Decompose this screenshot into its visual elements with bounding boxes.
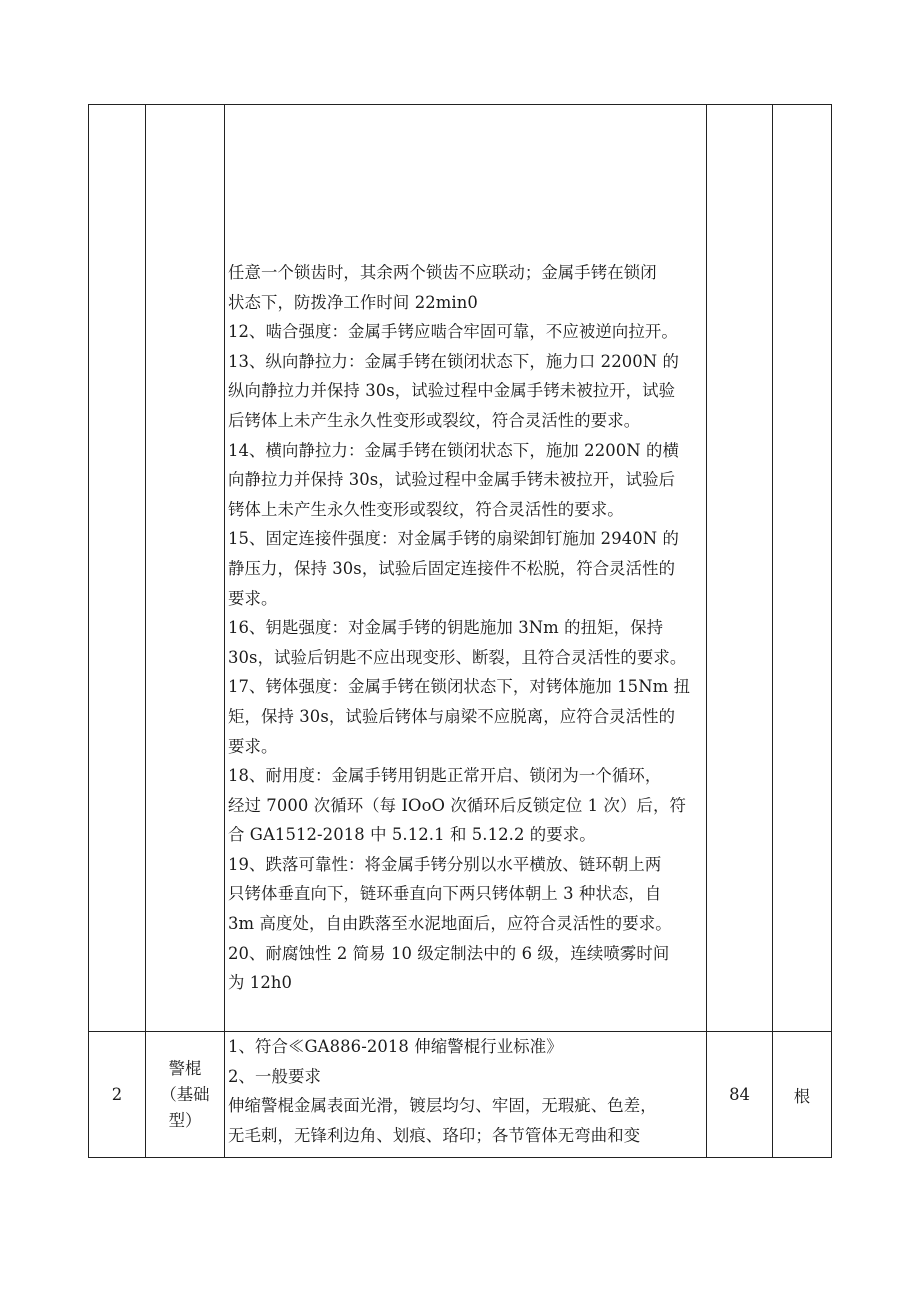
spec-text — [225, 1032, 706, 1150]
spec-line: 无毛刺，无锋利边角、划痕、珞印；各节管体无弯曲和变 — [228, 1125, 641, 1145]
spec-text — [225, 105, 706, 998]
quantity-cell: 84 — [707, 1032, 773, 1158]
table-row-continued — [89, 105, 832, 1032]
spec-line: 要求。 — [228, 588, 278, 608]
spec-table — [88, 104, 832, 1158]
spec-line: 3m 高度处，自由跌落至水泥地面后，应符合灵活性的要求。 — [228, 914, 672, 934]
spec-line: 15、固定连接件强度：对金属手铐的扇梁卸钉施加 2940N 的 — [228, 529, 680, 549]
spec-line: 向静拉力并保持 30s，试验过程中金属手铐未被拉开，试验后 — [228, 470, 676, 490]
spec-line: 静压力，保持 30s，试验后固定连接件不松脱，符合灵活性的 — [228, 558, 676, 578]
spec-line: 2、一般要求 — [228, 1066, 321, 1086]
name-line: 型） — [168, 1110, 202, 1130]
spec-line: 30s，试验后钥匙不应出现变形、断裂，且符合灵活性的要求。 — [228, 647, 687, 667]
spec-line: 铐体上未产生永久性变形或裂纹，符合灵活性的要求。 — [228, 499, 624, 519]
spec-cell — [225, 1032, 707, 1158]
index-cell: 2 — [89, 1032, 146, 1158]
spec-line: 经过 7000 次循环（每 IOoO 次循环后反锁定位 1 次）后，符 — [228, 795, 686, 815]
spec-line: 13、纵向静拉力：金属手铐在锁闭状态下，施力口 2200N 的 — [228, 351, 680, 371]
spec-line: 后铐体上未产生永久性变形或裂纹，符合灵活性的要求。 — [228, 410, 641, 430]
spec-cell — [225, 105, 707, 1032]
spec-line: 1、符合≪GA886-2018 伸缩警棍行业标准》 — [228, 1037, 563, 1056]
spec-line: 20、耐腐蚀性 2 简易 10 级定制法中的 6 级，连续喷雾时间 — [228, 943, 670, 963]
spec-line: 为 12h0 — [228, 973, 293, 993]
spec-line: 19、跌落可靠性：将金属手铐分别以水平横放、链环朝上两 — [228, 854, 662, 874]
spec-line: 只铐体垂直向下，链环垂直向下两只铐体朝上 3 种状态，自 — [228, 884, 662, 904]
spec-line: 12、啮合强度：金属手铐应啮合牢固可靠，不应被逆向拉开。 — [228, 322, 678, 342]
spec-line: 状态下，防拨净工作时间 22min0 — [228, 292, 478, 312]
spec-line: 纵向静拉力并保持 30s，试验过程中金属手铐未被拉开，试验 — [228, 381, 676, 401]
unit-cell — [773, 105, 832, 1032]
quantity-cell — [707, 105, 773, 1032]
name-cell — [146, 1032, 225, 1158]
spec-line: 14、横向静拉力：金属手铐在锁闭状态下，施加 2200N 的横 — [228, 440, 680, 460]
spec-line: 伸缩警棍金属表面光滑，镀层均匀、牢固，无瑕疵、色差， — [228, 1096, 657, 1116]
spec-line: 要求。 — [228, 736, 278, 756]
name-line: 警棍 — [168, 1058, 202, 1078]
table-row-item-2 — [89, 1032, 832, 1158]
name-line: （基础 — [160, 1084, 210, 1104]
spec-line: 18、耐用度：金属手铐用钥匙正常开启、锁闭为一个循环， — [228, 766, 662, 786]
spec-line: 矩，保持 30s，试验后铐体与扇梁不应脱离，应符合灵活性的 — [228, 706, 676, 726]
name-cell — [146, 105, 225, 1032]
spec-line: 合 GA1512-2018 中 5.12.1 和 5.12.2 的要求。 — [228, 825, 596, 845]
spec-line: 16、钥匙强度：对金属手铐的钥匙施加 3Nm 的扭矩，保持 — [228, 618, 664, 638]
spec-line: 17、铐体强度：金属手铐在锁闭状态下，对铐体施加 15Nm 扭 — [228, 677, 691, 697]
index-cell — [89, 105, 146, 1032]
unit-cell: 根 — [773, 1032, 832, 1158]
spec-line: 任意一个锁齿时，其余两个锁齿不应联动；金属手铐在锁闭 — [228, 263, 657, 282]
